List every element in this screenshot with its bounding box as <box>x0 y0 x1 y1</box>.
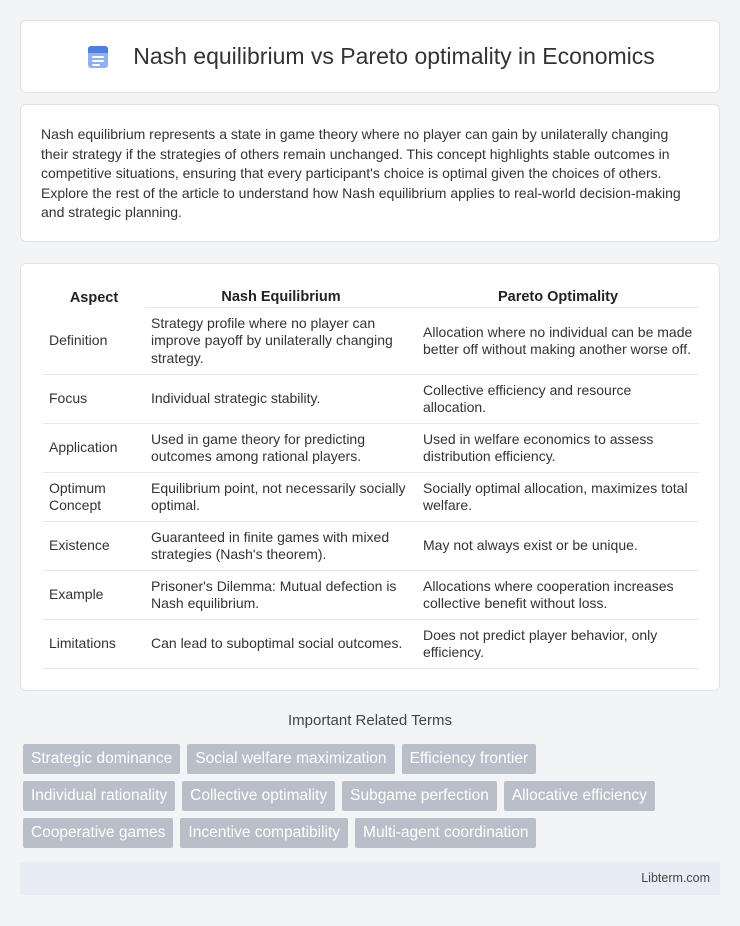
row-aspect: Existence <box>43 522 145 571</box>
related-terms-row <box>23 781 723 811</box>
row-pareto-value: Allocation where no individual can be made better off without making another worse off. <box>417 308 699 375</box>
comparison-table-card <box>20 263 720 691</box>
footer <box>20 862 720 895</box>
intro-text: Nash equilibrium represents a state in game theory where no player can gain by unilaterally changing their strategy if the strategies of others remain unchanged. This concept highlights stable outcomes in competitive situations, ensuring that every participant's choice is optimal given the choices of others. Explore the rest of the article to understand how Nash equilibrium applies to real-world decision-making and strategic planning. <box>41 126 681 221</box>
table-row <box>43 620 699 669</box>
related-term-tag[interactable]: Subgame perfection <box>342 781 497 811</box>
related-term-tag[interactable]: Incentive compatibility <box>180 818 348 848</box>
row-nash-value: Strategy profile where no player can improve payoff by unilaterally changing strategy. <box>145 308 417 375</box>
intro-section <box>20 104 720 242</box>
table-row <box>43 308 699 375</box>
header-aspect: Aspect <box>69 290 119 306</box>
related-term-tag[interactable]: Allocative efficiency <box>504 781 655 811</box>
row-pareto-value: Collective efficiency and resource allocation. <box>417 375 699 424</box>
table-row <box>43 424 699 473</box>
related-term-tag[interactable]: Strategic dominance <box>23 744 180 774</box>
table-header-row <box>43 286 699 308</box>
row-nash-value: Guaranteed in finite games with mixed strategies (Nash's theorem). <box>145 522 417 571</box>
related-terms-row <box>23 818 723 848</box>
related-term-tag[interactable]: Individual rationality <box>23 781 175 811</box>
related-term-tag[interactable]: Multi-agent coordination <box>355 818 536 848</box>
header-nash-equilibrium: Nash Equilibrium <box>145 286 417 308</box>
row-nash-value: Prisoner's Dilemma: Mutual defection is Nash equilibrium. <box>145 571 417 620</box>
related-term-tag[interactable]: Collective optimality <box>182 781 335 811</box>
row-nash-value: Can lead to suboptimal social outcomes. <box>145 620 417 669</box>
page-title: Nash equilibrium vs Pareto optimality in Economics <box>133 43 655 69</box>
row-pareto-value: May not always exist or be unique. <box>417 522 699 571</box>
footer-site-link[interactable]: Libterm.com <box>641 871 710 885</box>
row-aspect: Focus <box>43 375 145 424</box>
related-term-tag[interactable]: Social welfare maximization <box>187 744 394 774</box>
table-row <box>43 473 699 522</box>
row-nash-value: Used in game theory for predicting outcomes among rational players. <box>145 424 417 473</box>
row-pareto-value: Allocations where cooperation increases collective benefit without loss. <box>417 571 699 620</box>
header-pareto-optimality: Pareto Optimality <box>417 286 699 308</box>
related-terms-row <box>23 744 723 774</box>
row-pareto-value: Socially optimal allocation, maximizes total welfare. <box>417 473 699 522</box>
row-aspect: Limitations <box>43 620 145 669</box>
row-aspect: Example <box>43 571 145 620</box>
table-row <box>43 571 699 620</box>
row-nash-value: Equilibrium point, not necessarily socially optimal. <box>145 473 417 522</box>
table-row <box>43 522 699 571</box>
related-term-tag[interactable]: Efficiency frontier <box>402 744 537 774</box>
row-aspect: Definition <box>43 308 145 375</box>
row-nash-value: Individual strategic stability. <box>145 375 417 424</box>
related-terms-title: Important Related Terms <box>288 712 452 729</box>
row-aspect: Optimum Concept <box>43 473 145 522</box>
row-pareto-value: Does not predict player behavior, only efficiency. <box>417 620 699 669</box>
row-aspect: Application <box>43 424 145 473</box>
page-header <box>20 20 720 93</box>
document-icon <box>85 44 111 70</box>
related-term-tag[interactable]: Cooperative games <box>23 818 173 848</box>
comparison-table <box>43 286 699 669</box>
related-terms-list <box>23 744 723 855</box>
row-pareto-value: Used in welfare economics to assess distribution efficiency. <box>417 424 699 473</box>
table-row <box>43 375 699 424</box>
